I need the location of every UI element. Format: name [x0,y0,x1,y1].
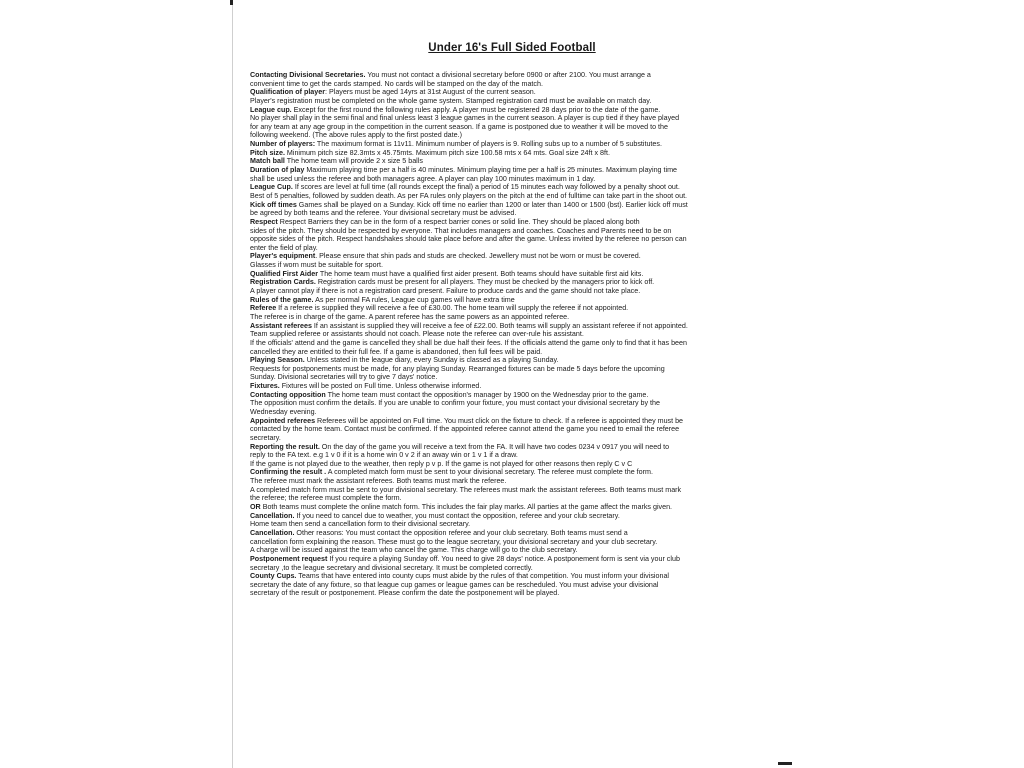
section-heading: Cancellation. [250,511,295,520]
document-line [250,555,770,564]
document-line [250,399,770,408]
line-text: contacted by the home team. Contact must be confirmed. If the appointed referee cannot attend the game you need to email the referee [250,425,680,434]
section-heading: Duration of play [250,166,305,175]
line-text: sides of the pitch. They should be respected by everyone. That includes managers and coaches. Coaches and Parents need to be on [250,226,672,235]
line-text: Player's registration must be completed on the whole game system. Stamped registration card must be available on match day. [250,96,652,105]
section-heading: Number of players: [250,140,316,149]
scan-edge-mark [230,0,233,5]
line-text: If an assistant is supplied they will receive a fee of £22.00. Both teams will supply an assistant referee if not appointed. [311,321,688,330]
document-line [250,443,770,452]
line-text: following weekend. (The above rules apply to the first posted date.) [250,131,462,140]
line-text: Sunday. Divisional secretaries will try to give 7 days' notice. [250,373,438,382]
document-body [250,71,770,598]
line-text: A completed match form must be sent to your divisional secretary. The referee must complete the form. [326,468,653,477]
document-line [250,114,770,123]
line-text: Maximum playing time per a half is 40 minutes. Minimum playing time per a half is 25 minutes. Maximum playing time [304,166,678,175]
line-text: A player cannot play if there is not a registration card present. Failure to produce cards and the game should not take place. [250,287,641,296]
section-heading: Rules of the game. [250,295,314,304]
document-line [250,434,770,443]
document-line [250,408,770,417]
line-text: Other reasons: You must contact the opposition referee and your club secretary. Both teams must send a [294,528,628,537]
line-text: Registration cards must be present for all players. They must be checked by the managers prior to kick off. [315,278,655,287]
document-line [250,348,770,357]
line-text: enter the field of play. [250,243,318,252]
document-line [250,417,770,426]
section-heading: Pitch size. [250,148,285,157]
line-text: . Please ensure that shin pads and studs are checked. Jewellery must not be worn or must be covered. [315,252,641,261]
section-heading: County Cups. [250,572,297,581]
line-text: The maximum format is 11v11. Minimum number of players is 9. Rolling subs up to a number of 5 substitutes. [315,140,662,149]
document-line [250,218,770,227]
section-heading: Fixtures. [250,382,280,391]
document-line [250,373,770,382]
line-text: You must not contact a divisional secretary before 0900 or after 2100. You must arrange a [365,71,651,79]
document-line [250,296,770,305]
section-heading: League Cup. [250,183,293,192]
line-text: Games shall be played on a Sunday. Kick off time no earlier than 1200 or later than 1400 or 1500 (bst). Earlier kick off must [296,200,688,209]
line-text: If the officials' attend and the game is cancelled they shall be due half their fees. If the officials attend the game only to find that it has been [250,338,687,347]
document-line [250,235,770,244]
document-line [250,564,770,573]
section-heading: Match ball [250,157,285,166]
document-line [250,365,770,374]
document-line [250,106,770,115]
line-text: opposite sides of the pitch. Respect handshakes should take place before and after the game. Unless invited by the referee no person can [250,235,687,244]
section-heading: Appointed referees [250,416,316,425]
line-text: for any team at any age group in the competition in the current season. If a game is postponed due to weather it will be moved to the [250,122,668,131]
document-line [250,80,770,89]
document-line [250,149,770,158]
line-text: If scores are level at full time (all rounds except the final) a period of 15 minutes each way followed by a penalty shoot out. [292,183,680,192]
document-line [250,252,770,261]
line-text: : Players must be aged 14yrs at 31st August of the current season. [325,88,536,97]
document-line [250,572,770,581]
line-text: The home team must have a qualified first aider present. Both teams should have suitable first aid kits. [317,269,644,278]
line-text: If you need to cancel due to weather, you must contact the opposition, referee and your club secretary. [294,511,620,520]
line-text: Best of 5 penalties, followed by sudden death. As per FA rules only players on the pitch at the end of fulltime can take part in the shoot out. [250,191,688,200]
document-line [250,192,770,201]
line-text: The home team will provide 2 x size 5 balls [284,157,423,166]
section-heading: Postponement request [250,554,328,563]
document-line [250,313,770,322]
document-line [250,270,770,279]
line-text: The home team must contact the opposition's manager by 1900 on the Wednesday prior to the game. [325,390,649,399]
line-text: If the game is not played due to the weather, then reply p v p. If the game is not played for other reasons then reply C v C [250,459,633,468]
document-line [250,356,770,365]
document-line [250,88,770,97]
document-line [250,451,770,460]
line-text: Except for the first round the following rules apply. A player must be registered 28 days prior to the date of the game. [291,105,661,114]
line-text: Wednesday evening. [250,407,317,416]
document-line [250,157,770,166]
section-heading: Referee [250,304,277,313]
document-line [250,581,770,590]
line-text: A charge will be issued against the team who cancel the game. This charge will go to the club secretary. [250,546,578,555]
document-line [250,287,770,296]
line-text: cancelled they are entitled to their full fee. If a game is abandoned, then full fees will be paid. [250,347,543,356]
line-text: secretary. [250,433,281,442]
line-text: If a referee is supplied they will receive a fee of £30.00. The home team will supply the referee if not appointed. [276,304,629,313]
line-text: Minimum pitch size 82.3mts x 45.75mts. Maximum pitch size 100.58 mts x 64 mts. Goal size 24ft x 8ft. [284,148,610,157]
line-text: be agreed by both teams and the referee. Your divisional secretary must be advised. [250,209,517,218]
line-text: On the day of the game you will receive a text from the FA. It will have two codes 0234 v 0917 you will need to [319,442,670,451]
section-heading: OR [250,503,261,512]
line-text: If you require a playing Sunday off. You need to give 28 days' notice. A postponement form is sent via your club [327,554,680,563]
document-line [250,425,770,434]
document-line [250,201,770,210]
line-text: Referees will be appointed on Full time. You must click on the fixture to check. If a referee is appointed they must be [315,416,684,425]
document-line [250,477,770,486]
document-line [250,529,770,538]
section-heading: Assistant referees [250,321,312,330]
document-line [250,589,770,598]
document-line [250,512,770,521]
line-text: Home team then send a cancellation form to their divisional secretary. [250,520,471,529]
document-line [250,460,770,469]
line-text: The opposition must confirm the details. If you are unable to confirm your fixture, you must contact your divisional secretary by the [250,399,660,408]
document-line [250,520,770,529]
document-title: Under 16's Full Sided Football [428,42,596,54]
line-text: Both teams must complete the online match form. This includes the fair play marks. All parties at the game affect the marks given. [260,503,673,512]
section-heading: Qualification of player [250,88,325,97]
document-line [250,486,770,495]
line-text: The referee is in charge of the game. A parent referee has the same powers as an appointed referee. [250,312,570,321]
section-heading: Contacting opposition [250,390,326,399]
document-line [250,468,770,477]
document-line [250,227,770,236]
scan-corner-mark [778,762,792,765]
line-text: Glasses if worn must be suitable for sport. [250,261,383,270]
section-heading: Player's equipment [250,252,316,261]
document-line [250,494,770,503]
document-line [250,391,770,400]
document-line [250,244,770,253]
line-text: shall be used unless the referee and both managers agree. A player can play 100 minutes maximum in 1 day. [250,174,596,183]
line-text: No player shall play in the semi final and final unless least 3 league games in the current season. A player is cup tied if they have played [250,114,680,123]
section-heading: Registration Cards. [250,278,316,287]
document-line [250,175,770,184]
line-text: The referee must mark the assistant referees. Both teams must mark the referee. [250,477,507,486]
line-text: Teams that have entered into county cups must abide by the rules of that competition. You must inform your divisional [296,572,669,581]
document-line [250,71,770,80]
document-line [250,183,770,192]
document-line [250,330,770,339]
line-text: cancellation form explaining the reason. These must go to the league secretary, your divisional secretary and your club secretary. [250,537,658,546]
section-heading: Respect [250,217,278,226]
line-text: Respect Barriers they can be in the form of a respect barrier cones or solid line. They should be placed along both [277,217,640,226]
section-heading: Reporting the result. [250,442,320,451]
document-line [250,261,770,270]
line-text: Unless stated in the league diary, every Sunday is classed as a playing Sunday. [304,356,559,365]
document-line [250,382,770,391]
document-line [250,209,770,218]
document-line [250,546,770,555]
document-line [250,140,770,149]
section-heading: Confirming the result . [250,468,327,477]
document-line [250,503,770,512]
line-text: secretary the date of any fixture, so that league cup games or league games can be rescheduled. You must advise your divisional [250,580,659,589]
document-line [250,97,770,106]
line-text: Team supplied referee or assistants should not coach. Please note the referee can over-rule his assistant. [250,330,584,339]
document-line [250,322,770,331]
line-text: A completed match form must be sent to your divisional secretary. The referees must mark the assistant referees. Both teams must mark [250,485,682,494]
line-text: the referee; the referee must complete the form. [250,494,402,503]
document-line [250,538,770,547]
document-line [250,166,770,175]
document-line [250,131,770,140]
line-text: secretary of the result or postponement. Please confirm the date the postponement will be played. [250,589,560,598]
line-text: secretary ,to the league secretary and divisional secretary. It must be completed correctly. [250,563,533,572]
document-line [250,339,770,348]
section-heading: Qualified First Aider [250,269,318,278]
line-text: reply to the FA text. e.g 1 v 0 if it is a home win 0 v 2 if an away win or 1 v 1 if a draw. [250,451,518,460]
section-heading: Playing Season. [250,356,305,365]
line-text: convenient time to get the cards stamped. No cards will be stamped on the day of the match. [250,79,543,88]
section-heading: League cup. [250,105,292,114]
document-line [250,278,770,287]
section-heading: Contacting Divisional Secretaries. [250,71,366,79]
section-heading: Kick off times [250,200,297,209]
line-text: Fixtures will be posted on Full time. Unless otherwise informed. [279,382,482,391]
line-text: As per normal FA rules, League cup games will have extra time [313,295,515,304]
document-line [250,304,770,313]
line-text: Requests for postponements must be made, for any playing Sunday. Rearranged fixtures can be made 5 days before the upcoming [250,364,665,373]
document-line [250,123,770,132]
section-heading: Cancellation. [250,528,295,537]
